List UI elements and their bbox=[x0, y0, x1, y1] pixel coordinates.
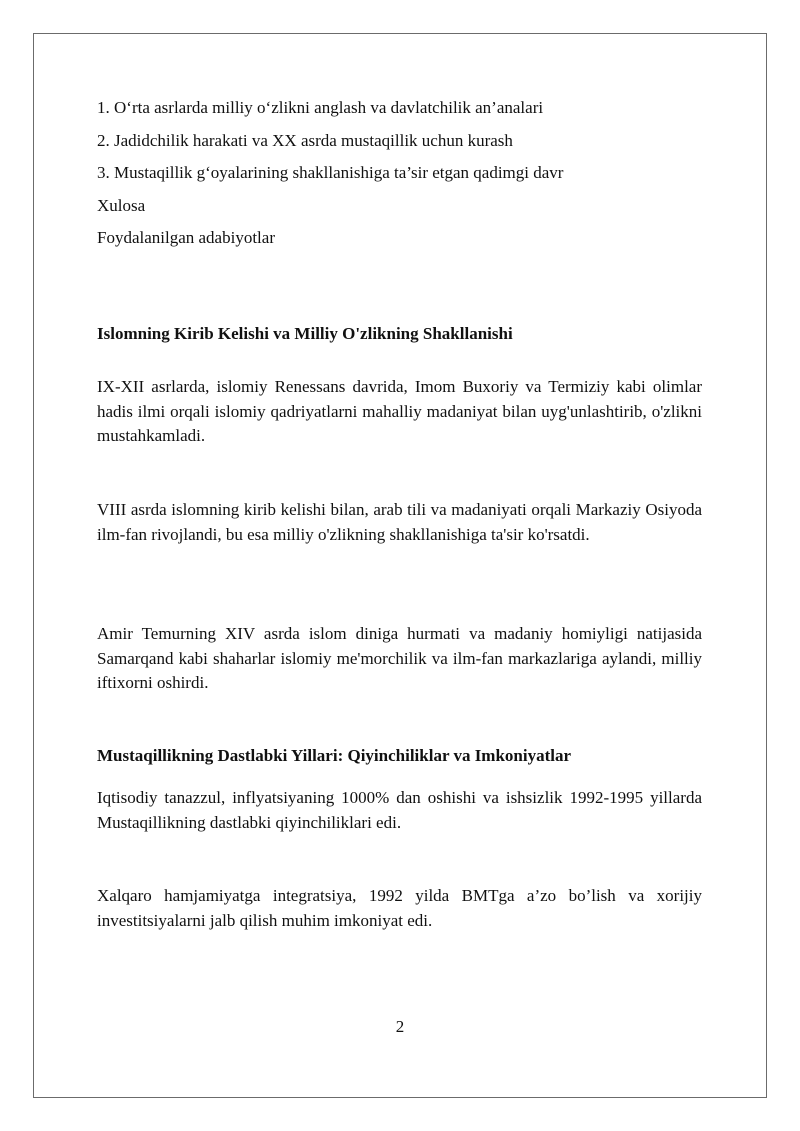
paragraph: Iqtisodiy tanazzul, inflyatsiyaning 1000% dan oshishi va ishsizlik 1992-1995 yillarda Mustaqillikning dastlabki qiyinchiliklari edi. bbox=[97, 788, 702, 832]
page-border bbox=[33, 33, 767, 1098]
toc-item-references: Foydalanilgan adabiyotlar bbox=[97, 228, 275, 247]
paragraph: Amir Temurning XIV asrda islom diniga hurmati va madaniy homiyligi natijasida Samarqand kabi shaharlar islomiy me'morchilik va ilm-fan markazlariga aylandi, milliy iftixorni oshirdi. bbox=[97, 624, 702, 692]
section-heading: Mustaqillikning Dastlabki Yillari: Qiyinchiliklar va Imkoniyatlar bbox=[97, 746, 572, 765]
toc-item: 3. Mustaqillik g‘oyalarining shakllanishiga ta’sir etgan qadimgi davr bbox=[97, 163, 564, 182]
paragraph: Xalqaro hamjamiyatga integratsiya, 1992 yilda BMTga a’zo bo’lish va xorijiy investitsiyalarni jalb qilish muhim imkoniyat edi. bbox=[97, 886, 702, 930]
toc-item: 1. O‘rta asrlarda milliy o‘zlikni anglash va davlatchilik an’analari bbox=[97, 98, 544, 117]
paragraph: IX-XII asrlarda, islomiy Renessans davrida, Imom Buxoriy va Termiziy kabi olimlar hadis ilmi orqali islomiy qadriyatlarni mahalliy madaniyat bilan uyg'unlashtirib, o'zlikni mustahkamladi. bbox=[97, 377, 702, 445]
paragraph: VIII asrda islomning kirib kelishi bilan, arab tili va madaniyati orqali Markaziy Osiyoda ilm-fan rivojlandi, bu esa milliy o'zlikning shakllanishiga ta'sir ko'rsatdi. bbox=[97, 500, 702, 544]
toc-item: 2. Jadidchilik harakati va XX asrda mustaqillik uchun kurash bbox=[97, 131, 513, 150]
section-heading: Islomning Kirib Kelishi va Milliy O'zlikning Shakllanishi bbox=[97, 324, 513, 343]
toc-item-conclusion: Xulosa bbox=[97, 196, 146, 215]
page-number: 2 bbox=[395, 1017, 405, 1036]
